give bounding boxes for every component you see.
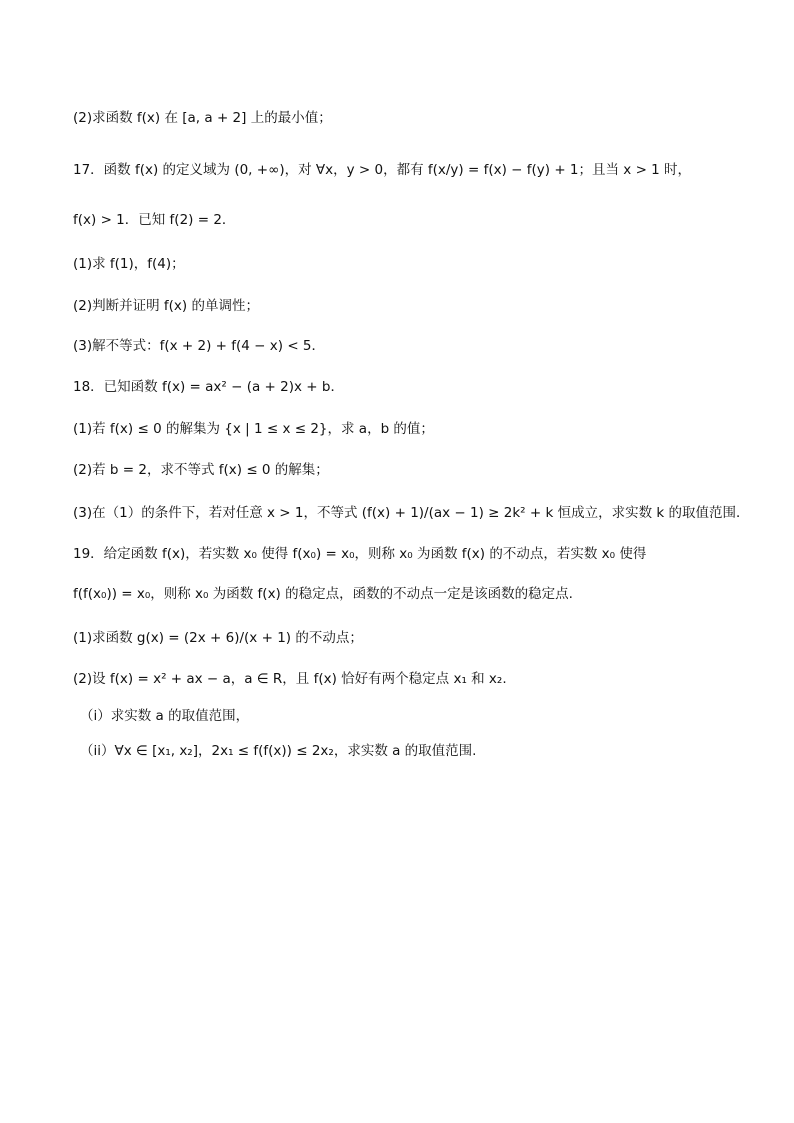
q18-part1: (1)若 f(x) ≤ 0 的解集为 {x | 1 ≤ x ≤ 2}，求 a，b 的值； — [73, 421, 434, 437]
q19-stem: 19．给定函数 f(x)，若实数 x₀ 使得 f(x₀) = x₀，则称 x₀ 为函数 f(x) 的不动点，若实数 x₀ 使得 — [73, 546, 647, 562]
q18-part2: (2)若 b = 2，求不等式 f(x) ≤ 0 的解集； — [73, 462, 329, 478]
q17-stem: 17．函数 f(x) 的定义域为 (0, +∞)，对 ∀x，y > 0，都有 f(x/y) = f(x) − f(y) + 1；且当 x > 1 时， — [73, 162, 692, 178]
q16-part2: (2)求函数 f(x) 在 [a, a + 2] 上的最小值； — [73, 110, 332, 126]
q17-part2: (2)判断并证明 f(x) 的单调性； — [73, 298, 259, 314]
q17-part1: (1)求 f(1)，f(4)； — [73, 256, 185, 272]
q19-part1: (1)求函数 g(x) = (2x + 6)/(x + 1) 的不动点； — [73, 630, 363, 646]
q19-part2: (2)设 f(x) = x² + ax − a，a ∈ R，且 f(x) 恰好有两个稳定点 x₁ 和 x₂. — [73, 671, 507, 687]
q18-stem: 18．已知函数 f(x) = ax² − (a + 2)x + b． — [73, 379, 344, 395]
q18-part3: (3)在（1）的条件下，若对任意 x > 1，不等式 (f(x) + 1)/(ax − 1) ≥ 2k² + k 恒成立，求实数 k 的取值范围． — [73, 505, 750, 521]
q17-part3: (3)解不等式：f(x + 2) + f(4 − x) < 5． — [73, 338, 326, 354]
q19-part2-i: （i）求实数 a 的取值范围， — [80, 708, 250, 724]
q17-stem-cont: f(x) > 1．已知 f(2) = 2． — [73, 212, 236, 228]
q19-stem-cont: f(f(x₀)) = x₀，则称 x₀ 为函数 f(x) 的稳定点，函数的不动点一定是该函数的稳定点. — [73, 586, 573, 602]
q19-part2-ii: （ii）∀x ∈ [x₁, x₂]，2x₁ ≤ f(f(x)) ≤ 2x₂，求实数 a 的取值范围. — [80, 743, 477, 759]
